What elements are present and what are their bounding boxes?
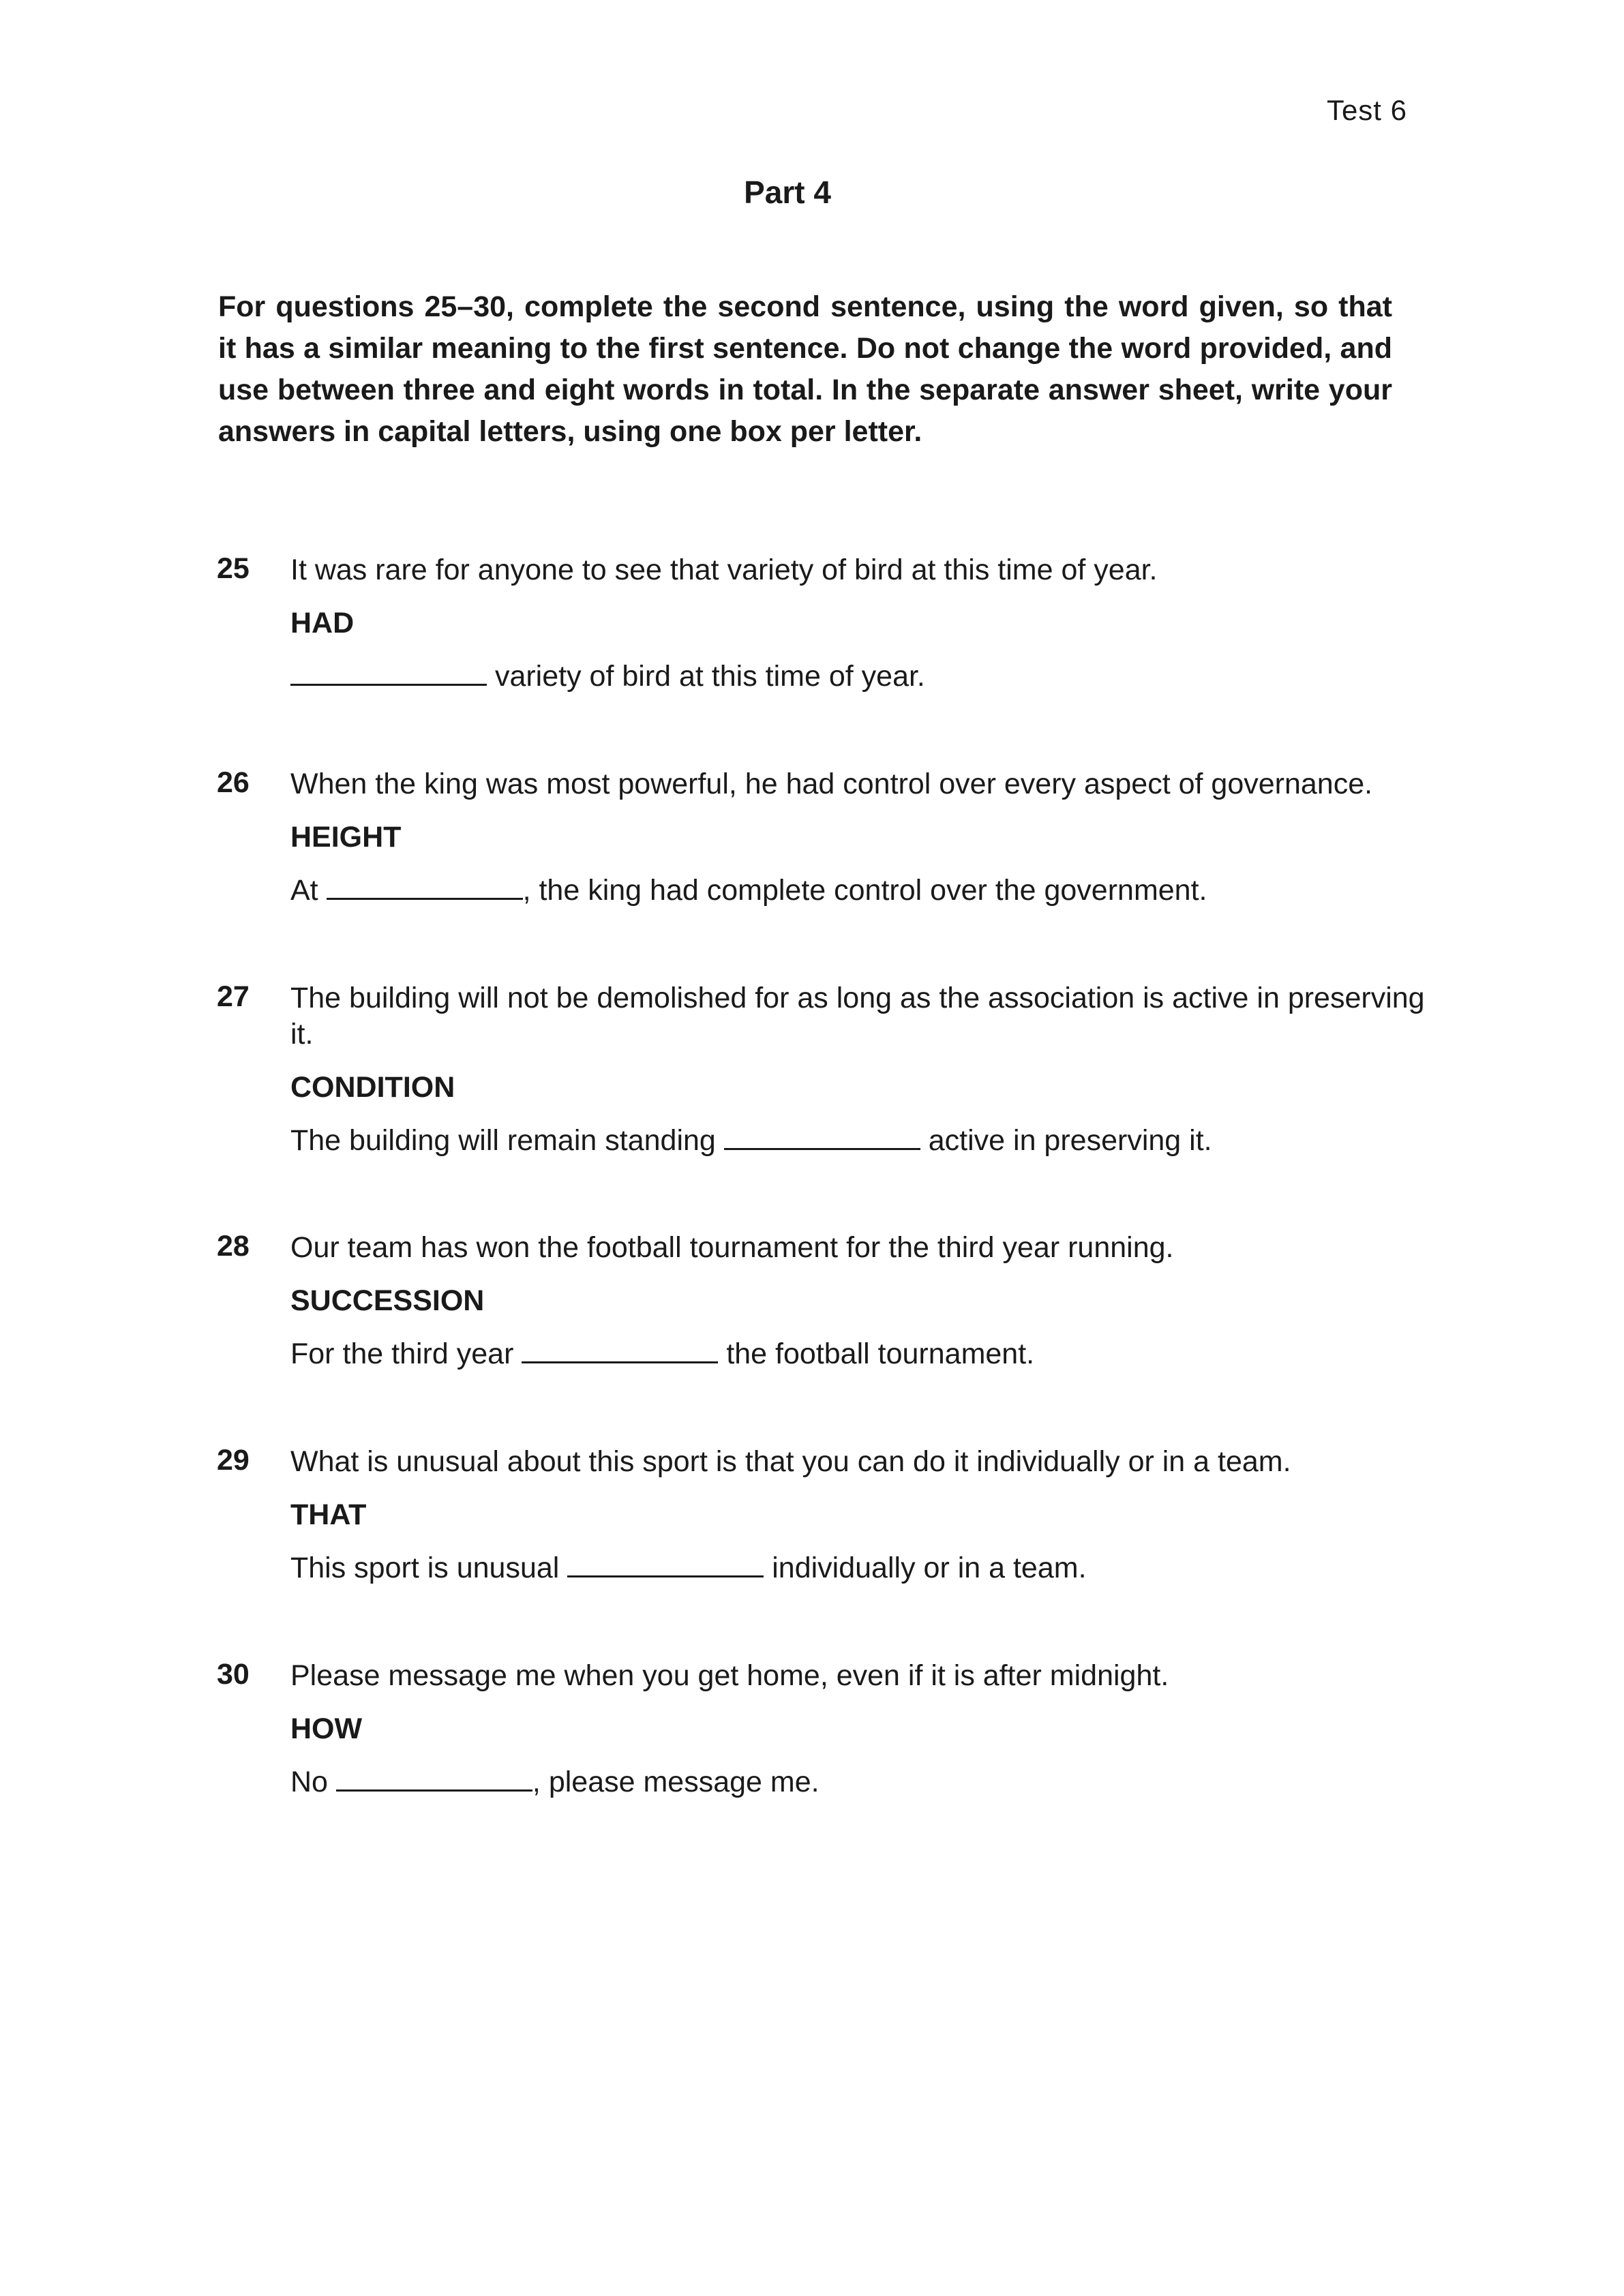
answer-prefix: The building will remain standing <box>290 1124 724 1157</box>
answer-suffix: , please message me. <box>532 1766 819 1798</box>
question-27 <box>217 980 1444 1230</box>
question-keyword: HAD <box>290 607 355 639</box>
question-25 <box>217 552 1444 766</box>
question-sentence: What is unusual about this sport is that you can do it individually or in a team. <box>290 1445 1291 1478</box>
answer-sentence <box>290 1550 1443 1586</box>
answer-sentence <box>290 873 1443 909</box>
answer-sentence <box>290 1336 1443 1372</box>
question-keyword: HEIGHT <box>290 821 402 854</box>
answer-prefix: For the third year <box>290 1338 522 1370</box>
question-keyword: HOW <box>290 1712 363 1745</box>
answer-prefix: At <box>290 874 327 907</box>
question-30 <box>217 1658 1444 1872</box>
question-sentence: Please message me when you get home, even if it is after midnight. <box>290 1659 1169 1692</box>
test-label: Test 6 <box>1326 94 1407 126</box>
question-number: 29 <box>217 1444 250 1477</box>
instructions: For questions 25–30, complete the second sentence, using the word given, so that it has a similar meaning to the first sentence. Do not change the word provided, and use between three and eight words in total. In the separate answer sheet, write your answers in capital letters, using one box per letter. <box>218 290 1392 448</box>
question-number: 28 <box>217 1230 250 1263</box>
answer-blank[interactable] <box>567 1552 764 1577</box>
answer-blank[interactable] <box>336 1766 532 1792</box>
question-sentence: When the king was most powerful, he had control over every aspect of governance. <box>290 768 1373 800</box>
question-26 <box>217 766 1444 980</box>
part-title: Part 4 <box>744 175 831 210</box>
answer-blank[interactable] <box>724 1125 920 1150</box>
answer-blank[interactable] <box>327 875 523 900</box>
answer-sentence <box>290 1123 1443 1159</box>
question-sentence: Our team has won the football tournament for the third year running. <box>290 1231 1174 1264</box>
question-number: 26 <box>217 766 250 799</box>
question-number: 30 <box>217 1658 250 1691</box>
question-list <box>217 552 1444 1872</box>
answer-suffix: variety of bird at this time of year. <box>487 660 925 693</box>
question-29 <box>217 1444 1444 1658</box>
answer-prefix: No <box>290 1766 336 1798</box>
answer-suffix: individually or in a team. <box>764 1552 1087 1584</box>
question-keyword: THAT <box>290 1498 367 1531</box>
answer-suffix: the football tournament. <box>718 1338 1035 1370</box>
question-keyword: CONDITION <box>290 1071 455 1104</box>
question-28 <box>217 1230 1444 1444</box>
question-sentence: It was rare for anyone to see that variety of bird at this time of year. <box>290 554 1158 586</box>
answer-sentence <box>290 1764 1443 1800</box>
question-keyword: SUCCESSION <box>290 1284 485 1317</box>
answer-suffix: active in preserving it. <box>920 1124 1212 1157</box>
answer-sentence <box>290 659 1443 695</box>
question-number: 27 <box>217 980 250 1013</box>
answer-suffix: , the king had complete control over the government. <box>522 874 1207 907</box>
answer-blank[interactable] <box>522 1338 718 1363</box>
answer-blank[interactable] <box>290 661 487 686</box>
question-sentence: The building will not be demolished for as long as the association is active in preserving it. <box>290 982 1425 1051</box>
answer-prefix: This sport is unusual <box>290 1552 568 1584</box>
question-number: 25 <box>217 552 250 585</box>
